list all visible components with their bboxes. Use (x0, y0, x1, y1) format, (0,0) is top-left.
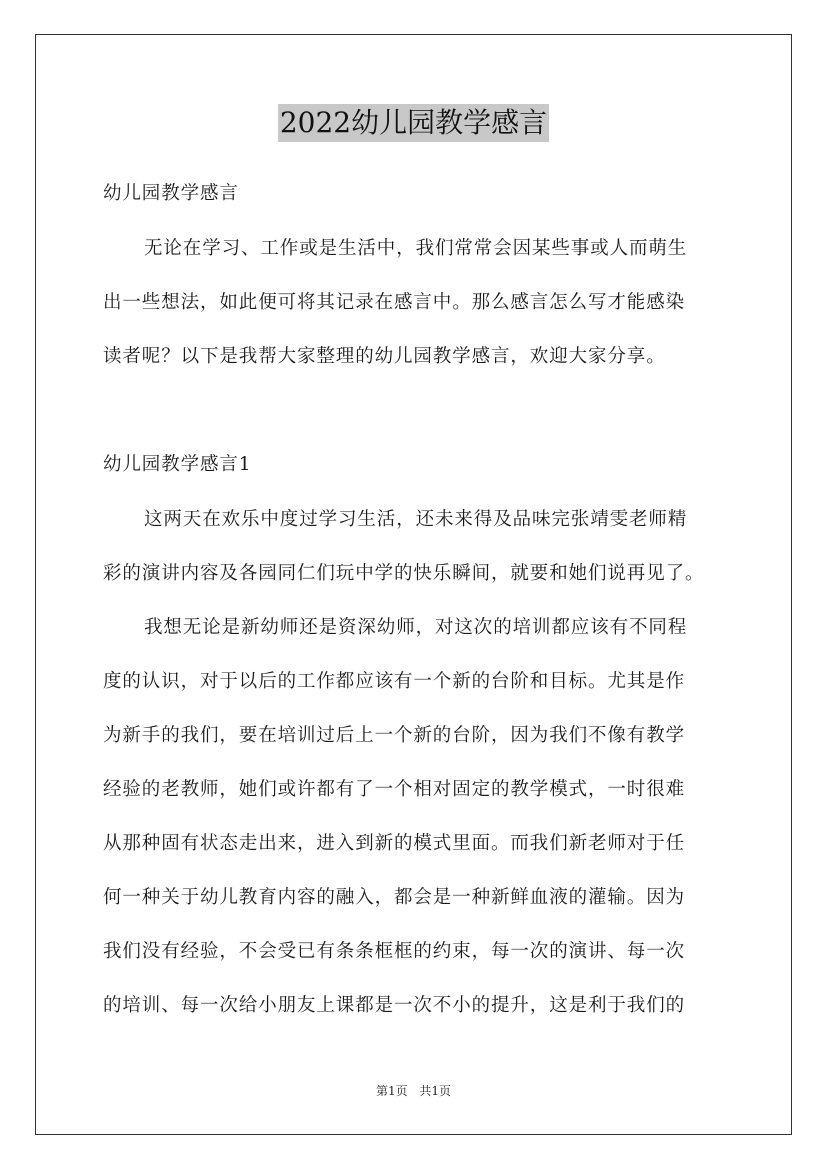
page-number-total: 共1页 (419, 1084, 452, 1098)
document-title: 2022幼儿园教学感言 (278, 104, 549, 142)
section1-heading-block (103, 450, 728, 480)
paragraph-line: 彩的演讲内容及各园同仁们玩中学的快乐瞬间，就要和她们说再见了。 (103, 563, 705, 584)
paragraph-line: 我想无论是新幼师还是资深幼师，对这次的培训都应该有不同程 (144, 617, 688, 638)
paragraph-line: 这两天在欢乐中度过学习生活，还未来得及品味完张靖雯老师精 (144, 509, 688, 530)
paragraph-line: 度的认识，对于以后的工作都应该有一个新的台阶和目标。尤其是作 (103, 671, 686, 692)
paragraph-line: 为新手的我们，要在培训过后上一个新的台阶，因为我们不像有教学 (103, 725, 686, 746)
paragraph-line: 的培训、每一次给小朋友上课都是一次不小的提升，这是利于我们的 (103, 995, 686, 1016)
section1-paragraph-1 (103, 493, 728, 601)
intro-heading-block (103, 179, 728, 209)
paragraph-line: 我们没有经验，不会受已有条条框框的约束，每一次的演讲、每一次 (103, 941, 686, 962)
paragraph-line: 无论在学习、工作或是生活中，我们常常会因某些事或人而萌生 (144, 238, 688, 259)
section1-paragraph-2 (103, 601, 728, 1033)
paragraph-line: 经验的老教师，她们或许都有了一个相对固定的教学模式，一时很难 (103, 779, 686, 800)
intro-paragraph (103, 222, 728, 384)
page-footer (0, 1082, 827, 1099)
section1-heading: 幼儿园教学感言1 (103, 454, 252, 475)
paragraph-line: 从那种固有状态走出来，进入到新的模式里面。而我们新老师对于任 (103, 833, 686, 854)
paragraph-line: 出一些想法，如此便可将其记录在感言中。那么感言怎么写才能感染 (103, 292, 686, 313)
page-number-current: 第1页 (375, 1084, 408, 1098)
paragraph-line: 何一种关于幼儿教育内容的融入，都会是一种新鲜血液的灌输。因为 (103, 887, 686, 908)
paragraph-line: 读者呢？以下是我帮大家整理的幼儿园教学感言，欢迎大家分享。 (103, 346, 666, 367)
intro-heading: 幼儿园教学感言 (103, 183, 239, 204)
title-wrapper (0, 104, 827, 142)
